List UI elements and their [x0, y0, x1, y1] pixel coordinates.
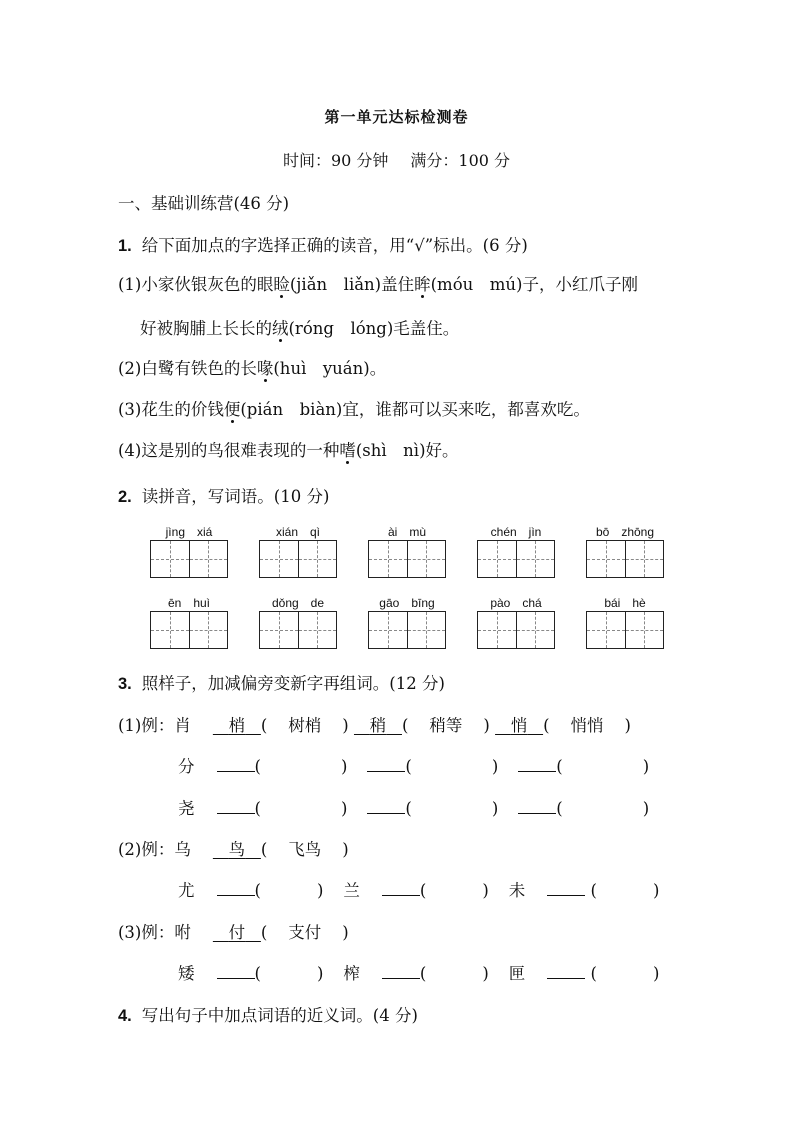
full-score: 满分：100 分: [410, 151, 511, 170]
section-heading: 一、基础训练营(46 分): [118, 194, 290, 213]
example-word: 悄悄: [570, 716, 604, 735]
writing-grid[interactable]: [586, 611, 664, 649]
time-limit: 时间：90 分钟: [282, 151, 389, 170]
example-label: (2)例：乌: [118, 840, 191, 859]
question-number: 3.: [118, 675, 132, 693]
q1-item-1-cont: [140, 315, 459, 339]
dotted-char: 喙: [257, 355, 274, 379]
question-text: 读拼音，写词语。(10 分): [141, 487, 330, 506]
writing-grid[interactable]: [368, 540, 446, 578]
pinyin-label: gāo bīng: [379, 596, 435, 610]
writing-grid[interactable]: [368, 611, 446, 649]
page-title: 第一单元达标检测卷: [324, 108, 469, 126]
writing-grid[interactable]: [259, 540, 337, 578]
exam-meta: [0, 148, 793, 171]
example-word: 飞鸟: [288, 840, 322, 859]
q3-row-3: 矮 ( ) 榨 ( ) 匣 ( ): [178, 964, 660, 983]
writing-grid[interactable]: [477, 540, 555, 578]
example-word: 稍等: [429, 716, 463, 735]
q1-item-2: [118, 355, 386, 379]
answer-blank[interactable]: [217, 964, 255, 979]
writing-grid[interactable]: [150, 611, 228, 649]
q3-example-1: (1)例：肖 梢 ( 树梢 ) 稍 ( 稍等 ) 悄 ( 悄悄 ): [118, 716, 631, 735]
base-char: 尤: [178, 881, 195, 900]
answer-blank[interactable]: [217, 881, 255, 896]
answer-blank[interactable]: [547, 881, 585, 896]
text: (2)白鹭有铁色的长: [118, 359, 257, 378]
example-word: 支付: [288, 923, 322, 942]
example-char: 梢: [228, 716, 246, 735]
writing-grid[interactable]: [150, 540, 228, 578]
answer-blank[interactable]: [217, 799, 255, 814]
dotted-char: 便: [224, 396, 241, 420]
pinyin-label: bō zhōng: [595, 525, 655, 539]
base-char: 匣: [508, 964, 526, 983]
dotted-char: 眸: [414, 271, 431, 295]
question-1: [118, 232, 528, 256]
example-label: (3)例：咐: [118, 923, 191, 942]
example-word: 树梢: [288, 716, 322, 735]
q3-example-3: (3)例：咐 付 ( 支付 ): [118, 923, 349, 942]
text: (huì yuán)。: [273, 359, 387, 378]
pinyin-label: ài mù: [387, 525, 426, 539]
text: (jiǎn liǎn)盖住: [289, 275, 415, 294]
question-number: 4.: [118, 1007, 132, 1025]
q3-row-1b: 尧 ( ) ( ) ( ): [178, 799, 650, 818]
answer-blank[interactable]: [518, 799, 556, 814]
pinyin-label: dǒng de: [271, 596, 325, 610]
writing-grid[interactable]: [259, 611, 337, 649]
q1-item-3: [118, 396, 590, 420]
q1-item-1: [118, 271, 638, 295]
base-char: 兰: [343, 881, 360, 900]
base-char: 榨: [343, 964, 360, 983]
base-char: 分: [178, 757, 195, 776]
answer-blank[interactable]: [547, 964, 585, 979]
answer-blank[interactable]: [217, 757, 255, 772]
example-char: 鸟: [228, 840, 246, 859]
pinyin-label: xián qì: [275, 525, 321, 539]
example-char: 悄: [510, 716, 528, 735]
question-3: [118, 670, 445, 694]
pinyin-label: jìng xiá: [165, 525, 213, 539]
pinyin-label: pào chá: [490, 596, 542, 610]
dotted-char: 嗜: [339, 437, 356, 461]
pinyin-label: chén jìn: [490, 525, 542, 539]
q3-row-1a: 分 ( ) ( ) ( ): [178, 757, 650, 776]
question-text: 写出句子中加点词语的近义词。(4 分): [141, 1006, 418, 1025]
base-char: 未: [508, 881, 526, 900]
text: (1)小家伙银灰色的眼: [118, 275, 274, 294]
text: 好被胸脯上长长的: [140, 319, 272, 338]
text: (4)这是别的鸟很难表现的一种: [118, 441, 340, 460]
pinyin-label: ēn huì: [167, 596, 211, 610]
pinyin-label: bái hè: [604, 596, 646, 610]
text: (róng lóng)毛盖住。: [288, 319, 460, 338]
example-label: (1)例：肖: [118, 716, 191, 735]
dotted-char: 睑: [273, 271, 290, 295]
question-text: 给下面加点的字选择正确的读音，用“√”标出。(6 分): [141, 236, 528, 255]
question-2: [118, 483, 329, 507]
dotted-char: 绒: [272, 315, 289, 339]
example-char: 付: [228, 923, 246, 942]
q1-item-4: [118, 437, 459, 461]
answer-blank[interactable]: [367, 757, 405, 772]
question-number: 2.: [118, 488, 132, 506]
writing-grid[interactable]: [586, 540, 664, 578]
text: (3)花生的价钱: [118, 400, 224, 419]
answer-blank[interactable]: [382, 881, 420, 896]
text: (shì nì)好。: [355, 441, 459, 460]
answer-blank[interactable]: [367, 799, 405, 814]
answer-blank[interactable]: [382, 964, 420, 979]
base-char: 矮: [178, 964, 195, 983]
question-4: [118, 1002, 418, 1026]
question-number: 1.: [118, 237, 132, 255]
q3-row-2: 尤 ( ) 兰 ( ) 未 ( ): [178, 881, 660, 900]
base-char: 尧: [178, 799, 195, 818]
q3-example-2: (2)例：乌 鸟 ( 飞鸟 ): [118, 840, 349, 859]
writing-grid[interactable]: [477, 611, 555, 649]
question-text: 照样子，加减偏旁变新字再组词。(12 分): [141, 674, 445, 693]
example-char: 稍: [369, 716, 387, 735]
text: (pián biàn)宜，谁都可以买来吃，都喜欢吃。: [240, 400, 590, 419]
text: (móu mú)子，小红爪子刚: [430, 275, 638, 294]
answer-blank[interactable]: [518, 757, 556, 772]
